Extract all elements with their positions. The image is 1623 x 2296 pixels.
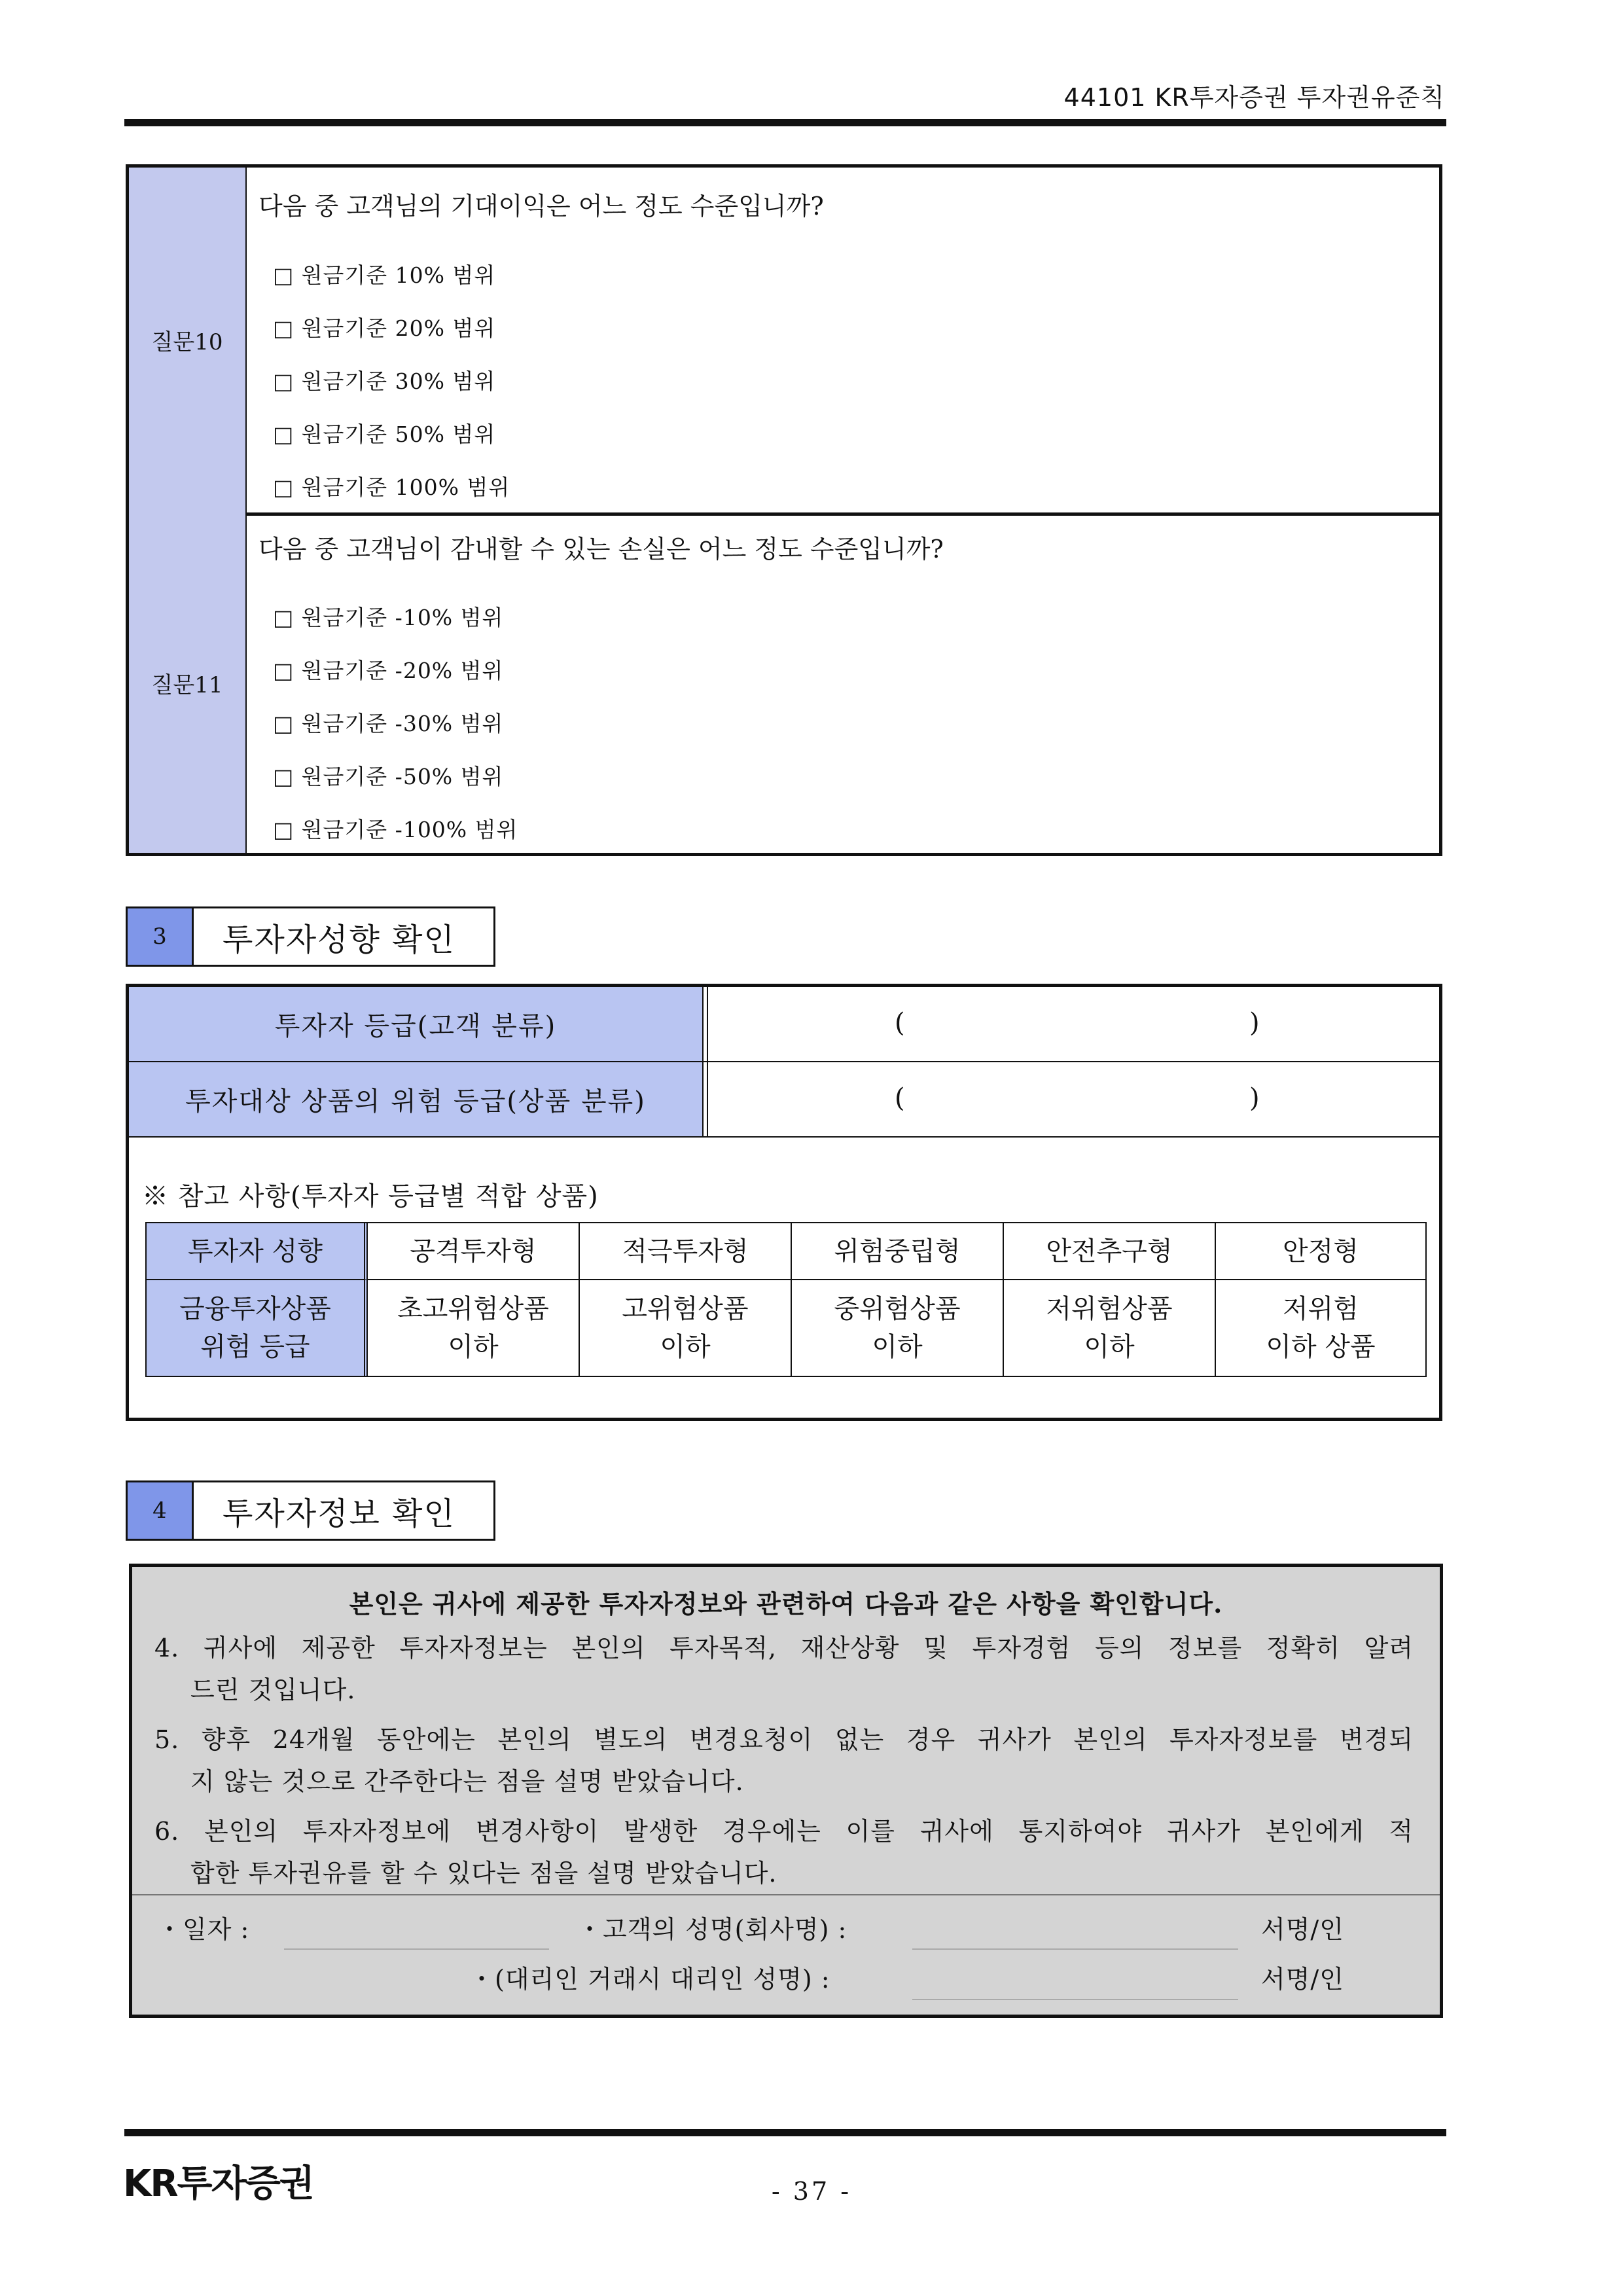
ref-value-line: 저위험상품	[1046, 1294, 1173, 1324]
ref-value-line: 이하 상품	[1266, 1332, 1376, 1362]
answer-option[interactable]: □ 원금기준 -10% 범위	[273, 605, 504, 630]
paren-open: (	[895, 1008, 905, 1038]
section-4-header	[126, 1480, 495, 1541]
ref-value-cell	[1004, 1280, 1216, 1376]
question-table	[126, 164, 1442, 856]
ref-type-cell: 적극투자형	[580, 1223, 792, 1280]
confirmation-box	[129, 1564, 1443, 2018]
confirmation-item	[154, 1627, 1414, 1711]
product-risk-label: 투자대상 상품의 위험 등급(상품 분류)	[129, 1062, 702, 1136]
company-logo: KR투자증권	[123, 2162, 313, 2205]
footer-rule	[124, 2129, 1446, 2136]
confirmation-intro: 본인은 귀사에 제공한 투자자정보와 관련하여 다음과 같은 사항을 확인합니다.	[349, 1589, 1223, 1619]
page-number: - 37 -	[771, 2177, 852, 2206]
answer-option[interactable]: □ 원금기준 -20% 범위	[273, 658, 504, 683]
ref-value-line: 이하	[660, 1332, 711, 1362]
question-title: 다음 중 고객님의 기대이익은 어느 정도 수준입니까?	[259, 192, 824, 221]
confirmation-item-line: 5. 향후 24개월 동안에는 본인의 별도의 변경요청이 없는 경우 귀사가 본인의 투자자정보를 변경되	[154, 1725, 1414, 1754]
ref-value-cell	[368, 1280, 580, 1376]
answer-option[interactable]: □ 원금기준 50% 범위	[273, 422, 496, 447]
row-divider	[129, 1061, 1439, 1062]
agent-name-label: ・(대리인 거래시 대리인 성명) :	[469, 1965, 830, 1994]
agent-name-field[interactable]	[912, 1999, 1238, 2000]
column-divider	[707, 987, 708, 1136]
ref-type-cell: 위험중립형	[792, 1223, 1004, 1280]
investor-grade-box	[126, 984, 1442, 1421]
row-divider	[129, 1136, 1439, 1138]
ref-value-line: 이하	[448, 1332, 499, 1362]
confirmation-item-line: 지 않는 것으로 간주한다는 점을 설명 받았습니다.	[190, 1767, 744, 1796]
question-label: 질문11	[129, 512, 247, 853]
question-content	[247, 168, 1439, 512]
ref-value-cell	[1216, 1280, 1425, 1376]
ref-row-label-line: 위험 등급	[200, 1332, 310, 1362]
investor-grade-label: 투자자 등급(고객 분류)	[129, 987, 702, 1061]
confirmation-item	[154, 1810, 1414, 1894]
section-title: 투자자성향 확인	[223, 921, 455, 958]
answer-option[interactable]: □ 원금기준 10% 범위	[273, 262, 496, 288]
investor-grade-input[interactable]	[708, 987, 1439, 1061]
ref-header-label: 투자자 성향	[147, 1223, 368, 1280]
answer-option[interactable]: □ 원금기준 20% 범위	[273, 315, 496, 341]
question-row	[129, 168, 1439, 516]
signature-divider	[132, 1894, 1440, 1895]
product-risk-input[interactable]	[708, 1062, 1439, 1136]
date-field[interactable]	[284, 1948, 549, 1950]
ref-value-cell	[580, 1280, 792, 1376]
ref-value-line: 중위험상품	[834, 1294, 961, 1324]
paren-open: (	[895, 1083, 905, 1113]
confirmation-item-line: 4. 귀사에 제공한 투자자정보는 본인의 투자목적, 재산상황 및 투자경험 등의 정보를 정확히 알려	[154, 1634, 1414, 1662]
ref-type-cell: 안정형	[1216, 1223, 1425, 1280]
document-title: 44101 KR투자증권 투자권유준칙	[1063, 83, 1445, 112]
ref-type-cell: 안전추구형	[1004, 1223, 1216, 1280]
ref-row-label	[147, 1280, 368, 1376]
customer-name-field[interactable]	[912, 1948, 1238, 1950]
ref-value-line: 이하	[872, 1332, 923, 1362]
ref-value-line: 고위험상품	[622, 1294, 749, 1324]
column-divider	[702, 987, 704, 1136]
customer-name-label: ・고객의 성명(회사명) :	[577, 1915, 847, 1944]
answer-option[interactable]: □ 원금기준 100% 범위	[273, 475, 510, 500]
signature-label: 서명/인	[1261, 1915, 1344, 1944]
ref-value-line: 초고위험상품	[397, 1294, 549, 1324]
answer-option[interactable]: □ 원금기준 -100% 범위	[273, 817, 518, 842]
section-title: 투자자정보 확인	[223, 1495, 455, 1532]
question-row	[129, 512, 1439, 853]
question-content	[247, 512, 1439, 853]
reference-table	[145, 1222, 1427, 1377]
confirmation-item-line: 6. 본인의 투자자정보에 변경사항이 발생한 경우에는 이를 귀사에 통지하여야 귀사가 본인에게 적	[154, 1817, 1414, 1846]
ref-value-line: 저위험	[1283, 1294, 1359, 1324]
ref-value-cell	[792, 1280, 1004, 1376]
paren-close: )	[1249, 1083, 1260, 1113]
question-label: 질문10	[129, 168, 247, 512]
answer-option[interactable]: □ 원금기준 30% 범위	[273, 368, 496, 394]
confirmation-item-line: 드린 것입니다.	[190, 1676, 356, 1704]
question-title: 다음 중 고객님이 감내할 수 있는 손실은 어느 정도 수준입니까?	[259, 535, 944, 564]
section-3-header	[126, 906, 495, 967]
section-number: 4	[128, 1482, 194, 1539]
answer-option[interactable]: □ 원금기준 -50% 범위	[273, 764, 504, 789]
paren-close: )	[1249, 1008, 1260, 1038]
confirmation-item-line: 합한 투자권유를 할 수 있다는 점을 설명 받았습니다.	[190, 1859, 777, 1888]
answer-option[interactable]: □ 원금기준 -30% 범위	[273, 711, 504, 736]
confirmation-item	[154, 1719, 1414, 1803]
ref-type-cell: 공격투자형	[368, 1223, 580, 1280]
signature-label: 서명/인	[1261, 1965, 1344, 1994]
section-number: 3	[128, 908, 194, 965]
ref-value-line: 이하	[1084, 1332, 1135, 1362]
ref-row-label-line: 금융투자상품	[179, 1294, 331, 1324]
date-label: ・일자 :	[157, 1915, 250, 1944]
reference-note: ※ 참고 사항(투자자 등급별 적합 상품)	[142, 1181, 599, 1211]
header-rule	[124, 119, 1446, 126]
